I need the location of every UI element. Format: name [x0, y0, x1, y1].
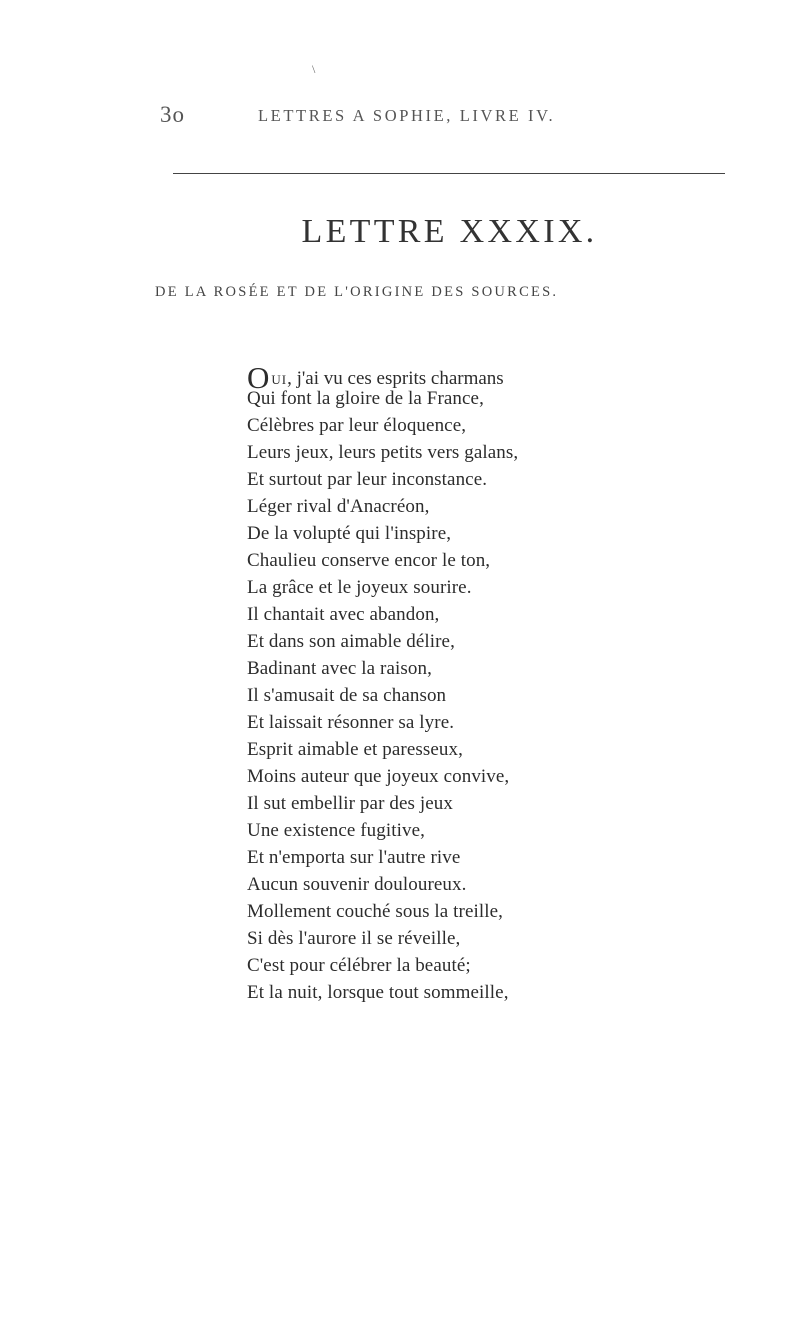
poem-line: Et laissait résonner sa lyre. [247, 712, 455, 733]
poem-line: Il sut embellir par des jeux [247, 793, 453, 814]
poem-line: Qui font la gloire de la France, [247, 388, 484, 409]
first-line-rest: , j'ai vu ces esprits charmans [287, 368, 504, 389]
poem-line: Moins auteur que joyeux convive, [247, 766, 510, 787]
poem-line: Léger rival d'Anacréon, [247, 496, 430, 517]
running-title: LETTRES A SOPHIE, LIVRE IV. [258, 106, 556, 125]
poem-line: La grâce et le joyeux sourire. [247, 577, 472, 598]
poem-line: Aucun souvenir douloureux. [247, 874, 467, 895]
page-number: 3o [160, 102, 185, 127]
first-word-smallcaps: UI [271, 372, 288, 387]
poem-line: Et surtout par leur inconstance. [247, 469, 488, 490]
page-mark: \ [312, 62, 316, 76]
poem-line: Et dans son aimable délire, [247, 631, 455, 652]
poem-line: Leurs jeux, leurs petits vers galans, [247, 442, 519, 463]
header-rule [173, 173, 725, 174]
running-head [160, 100, 800, 130]
letter-title: LETTRE XXXIX. [301, 213, 598, 250]
poem-line: Une existence fugitive, [247, 820, 425, 841]
drop-initial: O [247, 360, 270, 395]
letter-subtitle: DE LA ROSÉE ET DE L'ORIGINE DES SOURCES. [155, 284, 559, 300]
poem-line: Si dès l'aurore il se réveille, [247, 928, 461, 949]
poem-line: Il chantait avec abandon, [247, 604, 440, 625]
poem-line: Badinant avec la raison, [247, 658, 432, 679]
poem-line: Célèbres par leur éloquence, [247, 415, 467, 436]
poem-line: De la volupté qui l'inspire, [247, 523, 452, 544]
poem-line: C'est pour célébrer la beauté; [247, 955, 471, 976]
poem-line: Chaulieu conserve encor le ton, [247, 550, 491, 571]
poem-line: Mollement couché sous la treille, [247, 901, 504, 922]
poem-line: Il s'amusait de sa chanson [247, 685, 447, 706]
poem-line: Et n'emporta sur l'autre rive [247, 847, 461, 868]
poem-line: Esprit aimable et paresseux, [247, 739, 463, 760]
poem-line: Et la nuit, lorsque tout sommeille, [247, 982, 509, 1003]
